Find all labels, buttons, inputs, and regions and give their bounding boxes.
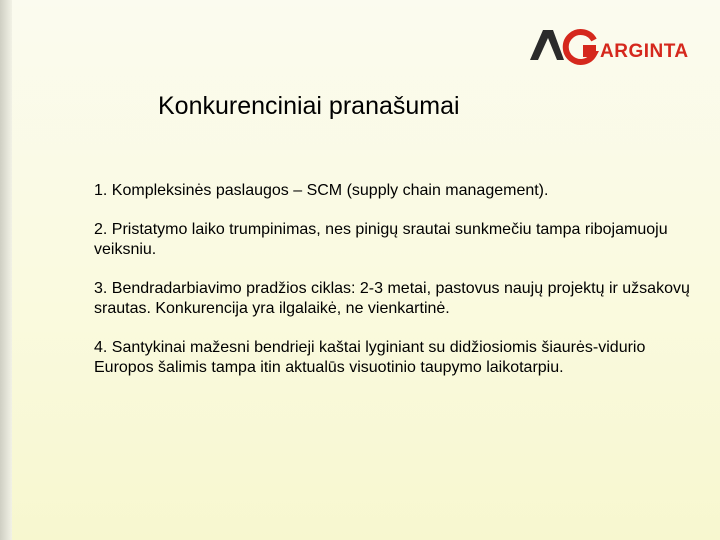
left-edge-bar [0,0,12,540]
logo-a-mark [530,30,564,60]
logo-wordmark: ARGINTA [600,41,689,62]
list-item-1: 1. Kompleksinės paslaugos – SCM (supply chain management). [94,182,549,199]
list-item-4: 4. Santykinai mažesni bendrieji kaštai lyginiant su didžiosiomis šiaurės-vidurio Europos šalimis tampa itin aktualūs visuotinio taupymo laikotarpiu. [94,339,646,376]
logo-g-mark [566,32,596,62]
list-item-3: 3. Bendradarbiavimo pradžios ciklas: 2-3 metai, pastovus naujų projektų ir užsakovų srautas. Konkurencija yra ilgalaikė, ne vienkartinė. [94,280,690,317]
arginta-logo [526,24,706,70]
slide-content [94,181,694,397]
list-item-2: 2. Pristatymo laiko trumpinimas, nes pinigų srautai sunkmečiu tampa ribojamuoju veiksniu. [94,221,668,258]
slide-title: Konkurenciniai pranašumai [158,92,460,120]
